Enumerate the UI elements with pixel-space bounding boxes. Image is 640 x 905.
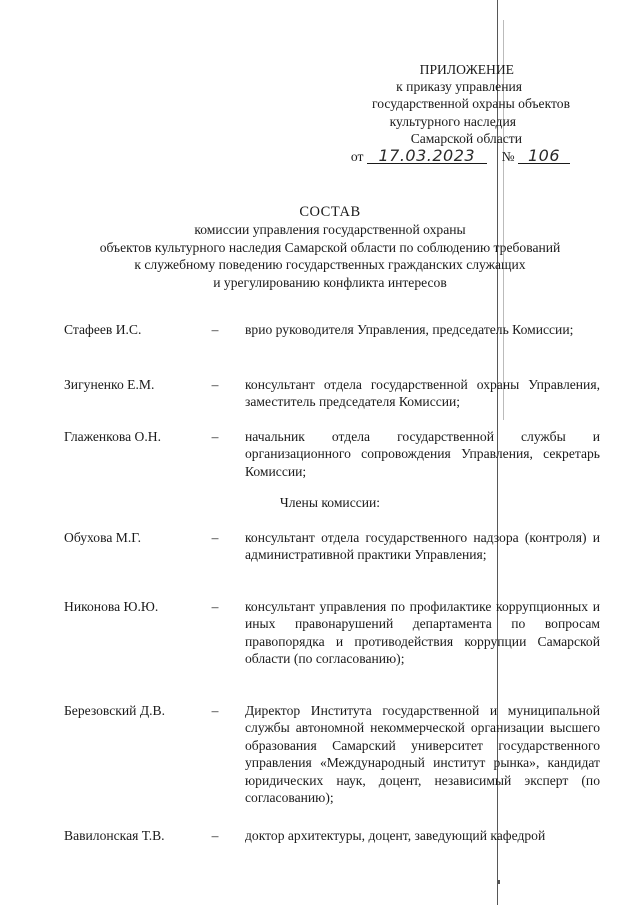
approval-line: государственной охраны объектов — [371, 96, 570, 112]
member-name: Глаженкова О.Н. — [64, 429, 161, 444]
document-title — [40, 204, 620, 291]
member-name: Зигуненко Е.М. — [64, 377, 155, 392]
member-role: врио руководителя Управления, председатель Комиссии; — [245, 322, 574, 337]
handwritten-number: 106 — [518, 148, 570, 164]
member-role: доктор архитектуры, доцент, заведующий кафедрой — [245, 828, 546, 843]
dash-separator: – — [211, 828, 219, 843]
title-line: к служебному поведению государственных гражданских служащих — [134, 257, 526, 273]
members-heading: Члены комиссии: — [279, 495, 381, 510]
scan-mark — [497, 880, 500, 884]
handwritten-date: 17.03.2023 — [367, 148, 487, 164]
member-name: Обухова М.Г. — [64, 530, 141, 545]
title-line: объектов культурного наследия Самарской области по соблюдению требований — [99, 239, 561, 255]
approval-line: Самарской области — [410, 130, 522, 146]
member-role: консультант управления по профилактике коррупционных и иных правонарушений департамента по вопросам правопорядка и противодействия коррупции Самарской области (по согласованию); — [245, 599, 600, 667]
date-prefix: от — [350, 149, 364, 165]
approval-line: к приказу управления — [396, 79, 522, 95]
dash-separator: – — [211, 377, 219, 392]
title-line: комиссии управления государственной охраны — [194, 222, 466, 238]
dash-separator: – — [211, 599, 219, 614]
member-name: Березовский Д.В. — [64, 703, 165, 718]
dash-separator: – — [211, 429, 219, 444]
approval-block — [300, 61, 570, 165]
member-role: Директор Института государственной и муниципальной службы автономной некоммерческой организации высшего образования Самарский университет государственного управления «Международный институт рынка», кандидат юридических наук, доцент, независимый эксперт (по согласованию); — [245, 703, 600, 806]
member-name: Никонова Ю.Ю. — [64, 599, 159, 614]
member-role: начальник отдела государственной службы и организационного сопровождения Управления, секретарь Комиссии; — [245, 429, 600, 479]
member-name: Стафеев И.С. — [64, 322, 142, 337]
number-prefix: № — [501, 149, 515, 165]
title-heading: СОСТАВ — [299, 204, 361, 220]
dash-separator: – — [211, 703, 219, 718]
approval-line: культурного наследия — [389, 113, 516, 129]
order-date-number — [300, 148, 570, 165]
member-role: консультант отдела государственной охраны Управления, заместитель председателя Комиссии; — [245, 377, 600, 410]
dash-separator: – — [211, 322, 219, 337]
title-line: и урегулированию конфликта интересов — [213, 274, 447, 290]
dash-separator: – — [211, 530, 219, 545]
member-role: консультант отдела государственного надзора (контроля) и административной практики Управления; — [245, 530, 600, 563]
approval-heading: ПРИЛОЖЕНИЕ — [419, 62, 514, 77]
member-name: Вавилонская Т.В. — [64, 828, 165, 843]
